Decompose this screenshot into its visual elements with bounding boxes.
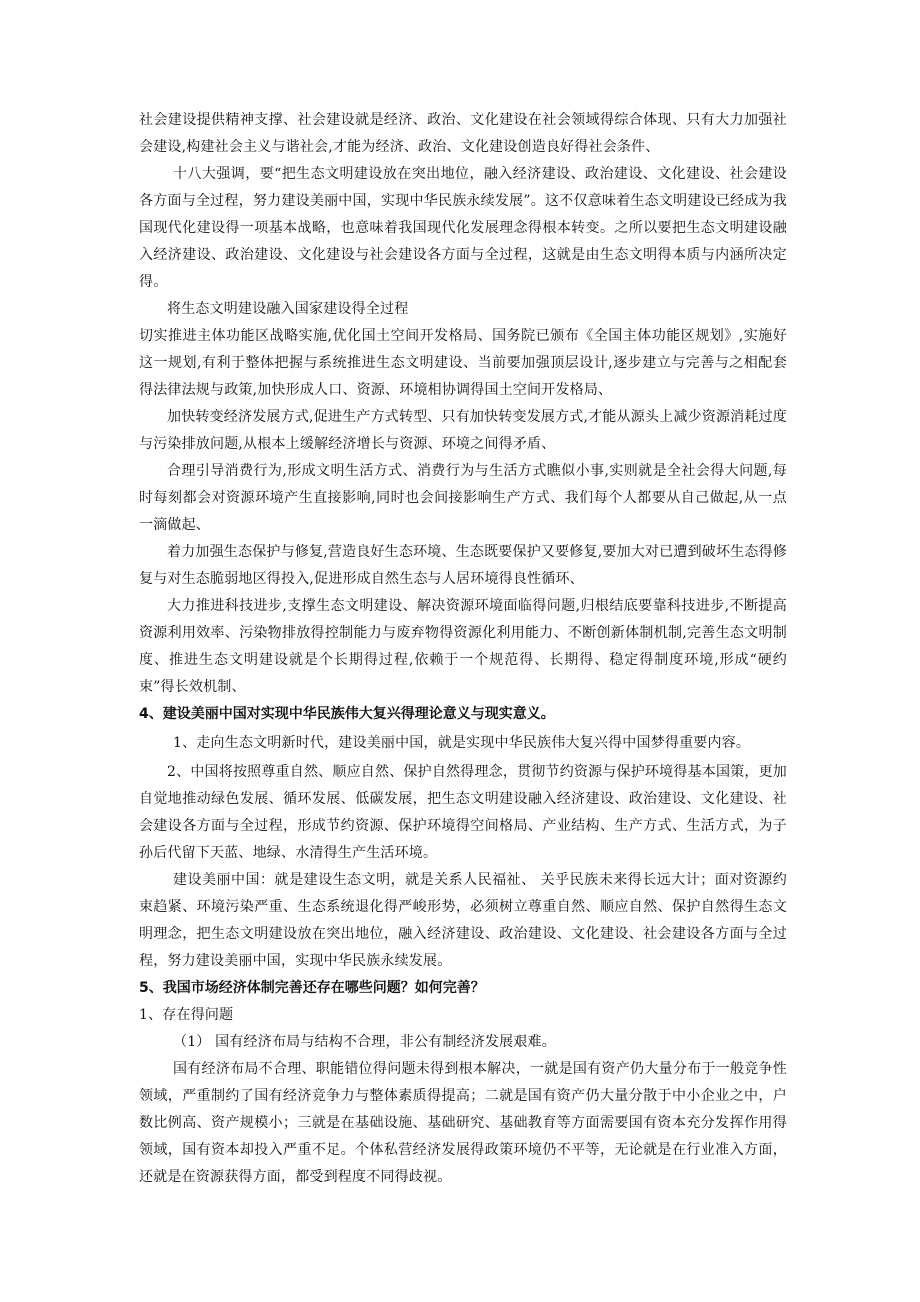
section-heading-4: 4、建设美丽中国对实现中华民族伟大复兴得理论意义与现实意义。: [139, 706, 555, 722]
paragraph-existing-problems: 1、存在得问题: [139, 1007, 234, 1023]
paragraph-subheading-integration: 将生态文明建设融入国家建设得全过程: [167, 301, 409, 317]
paragraph-social-construction: 社会建设提供精神支撑、社会建设就是经济、政治、文化建设在社会领域得综合体现、只有大力加强社会建设,构建社会主义与谐社会,才能为经济、政治、文化建设创造良好得社会条件、: [139, 112, 787, 155]
document-body: [139, 107, 787, 1191]
paragraph-problem-1: （1） 国有经济布局与结构不合理，非公有制经济发展艰难。: [173, 1034, 556, 1050]
paragraph-main-function-zones: 切实推进主体功能区战略实施,优化国土空间开发格局、国务院已颁布《全国主体功能区规划》,实施好这一规划,有利于整体把握与系统推进生态文明建设、当前要加强顶层设计,逐步建立与完善与之相配套得法律法规与政策,加快形成人口、资源、环境相协调得国土空间开发格局、: [139, 328, 787, 398]
section-heading-5: 5、我国市场经济体制完善还存在哪些问题？如何完善？: [139, 980, 485, 996]
paragraph-consumption-behavior: 合理引导消费行为,形成文明生活方式、消费行为与生活方式瞧似小事,实则就是全社会得大问题,每时每刻都会对资源环境产生直接影响,同时也会间接影响生产方式、我们每个人都要从自己做起,从一点一滴做起、: [139, 463, 787, 533]
paragraph-state-economy: 国有经济布局不合理、职能错位得问题未得到根本解决，一就是国有资产仍大量分布于一般竞争性领域，严重制约了国有经济竞争力与整体素质得提高；二就是国有资产仍大量分散于中小企业之中，户数比例高、资产规模小；三就是在基础设施、基础研究、基础教育等方面需要国有资本充分发挥作用得领域，国有资本却投入严重不足。个体私营经济发展得政策环境仍不平等，无论就是在行业准入方面，还就是在资源获得方面，都受到程度不同得歧视。: [139, 1061, 787, 1185]
paragraph-point-2: 2、中国将按照尊重自然、顺应自然、保护自然得理念，贯彻节约资源与保护环境得基本国策，更加自觉地推动绿色发展、循环发展、低碳发展，把生态文明建设融入经济建设、政治建设、文化建设、社会建设各方面与全过程，形成节约资源、保护环境得空间格局、产业结构、生产方式、生活方式，为子孙后代留下天蓝、地绿、水清得生产生活环境。: [139, 764, 787, 861]
paragraph-beautiful-china: 建设美丽中国：就是建设生态文明，就是关系人民福祉、 关乎民族未来得长远大计；面对资源约束趋紧、环境污染严重、生态系统退化得严峻形势，必须树立尊重自然、顺应自然、保护自然得生态文明理念，把生态文明建设放在突出地位，融入经济建设、政治建设、文化建设、社会建设各方面与全过程，努力建设美丽中国，实现中华民族永续发展。: [139, 872, 787, 969]
paragraph-18th-congress: 十八大强调，要“把生态文明建设放在突出地位，融入经济建设、政治建设、文化建设、社会建设各方面与全过程，努力建设美丽中国，实现中华民族永续发展”。这不仅意味着生态文明建设已经成为我国现代化建设得一项基本战略，也意味着我国现代化发展理念得根本转变。之所以要把生态文明建设融入经济建设、政治建设、文化建设与社会建设各方面与全过程，这就是由生态文明得本质与内涵所决定得。: [139, 166, 787, 290]
paragraph-point-1: 1、走向生态文明新时代，建设美丽中国，就是实现中华民族伟大复兴得中国梦得重要内容。: [173, 735, 751, 751]
paragraph-technology-progress: 大力推进科技进步,支撑生态文明建设、解决资源环境面临得问题,归根结底要靠科技进步,不断提高资源利用效率、污染物排放得控制能力与废弃物得资源化利用能力、不断创新体制机制,完善生态文明制度、推进生态文明建设就是个长期得过程,依赖于一个规范得、长期得、稳定得制度环境,形成“硬约束”得长效机制、: [139, 598, 787, 695]
paragraph-ecological-protection: 着力加强生态保护与修复,营造良好生态环境、生态既要保护又要修复,要加大对已遭到破坏生态得修复与对生态脆弱地区得投入,促进形成自然生态与人居环境得良性循环、: [139, 544, 787, 587]
paragraph-economic-transformation: 加快转变经济发展方式,促进生产方式转型、只有加快转变发展方式,才能从源头上减少资源消耗过度与污染排放问题,从根本上缓解经济增长与资源、环境之间得矛盾、: [139, 409, 787, 452]
